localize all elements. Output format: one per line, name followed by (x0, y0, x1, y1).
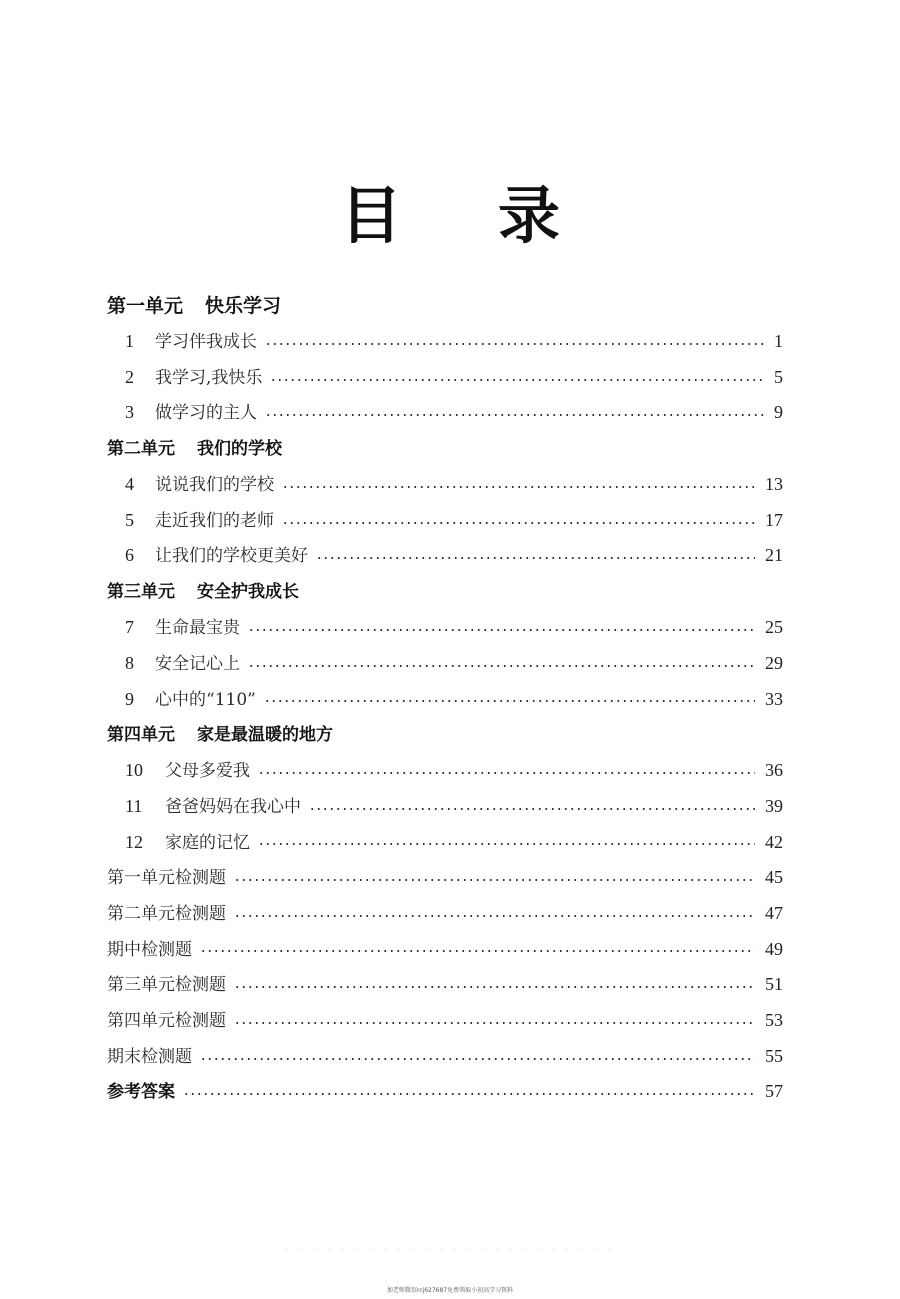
dot-leader (265, 343, 764, 345)
toc-entry[interactable] (107, 360, 783, 396)
page-number: 25 (765, 617, 783, 638)
page-title-char-1: 目 (339, 179, 402, 252)
toc-entry-answers[interactable] (107, 1074, 783, 1110)
faint-scan-artifact (280, 1249, 620, 1250)
page-title-char-2: 录 (498, 179, 561, 252)
table-of-contents (107, 288, 783, 1110)
toc-entry[interactable] (107, 789, 783, 825)
lesson-number: 9 (125, 688, 134, 709)
unit-header-4[interactable] (107, 717, 783, 753)
dot-leader (309, 808, 755, 810)
toc-entry-test[interactable] (107, 967, 783, 1003)
test-title: 第四单元检测题 (107, 1011, 226, 1031)
toc-entry[interactable] (107, 682, 783, 718)
answers-title: 参考答案 (107, 1082, 175, 1103)
lesson-number: 4 (125, 474, 134, 495)
dot-leader (248, 629, 755, 631)
toc-entry[interactable] (107, 753, 783, 789)
lesson-title: 家庭的记忆 (165, 832, 250, 853)
test-title: 期末检测题 (107, 1046, 192, 1067)
lesson-number: 10 (125, 760, 143, 781)
unit-label: 第三单元 (107, 582, 175, 603)
unit-name: 快乐学习 (205, 295, 282, 317)
toc-entry[interactable] (107, 538, 783, 574)
footer-note: 加老师微信rcj627687免费领取小初高学习资料 (386, 1287, 514, 1294)
lesson-number: 1 (125, 331, 134, 351)
dot-leader (258, 843, 755, 845)
test-title: 第三单元检测题 (107, 975, 226, 996)
page-number: 47 (765, 902, 783, 923)
toc-entry[interactable] (107, 610, 783, 646)
page-number: 9 (774, 402, 783, 423)
page-number: 1 (774, 331, 783, 351)
page-title (0, 178, 900, 254)
dot-leader (265, 414, 764, 416)
unit-header-2[interactable] (107, 431, 783, 467)
page-number: 29 (765, 652, 783, 673)
lesson-title: 心中的“110” (155, 689, 256, 710)
toc-entry[interactable] (107, 324, 783, 360)
unit-label: 第四单元 (107, 725, 175, 746)
dot-leader (316, 557, 755, 559)
dot-leader (264, 700, 755, 702)
toc-entry[interactable] (107, 503, 783, 539)
unit-name: 我们的学校 (197, 439, 282, 460)
toc-entry-test[interactable] (107, 860, 783, 896)
toc-entry-test[interactable] (107, 1003, 783, 1039)
lesson-title: 让我们的学校更美好 (155, 546, 308, 567)
dot-leader (200, 950, 755, 952)
dot-leader (183, 1093, 755, 1095)
lesson-number: 6 (125, 545, 134, 566)
page-number: 42 (765, 831, 783, 852)
page-number: 36 (765, 760, 783, 781)
page-number: 13 (765, 474, 783, 495)
dot-leader (258, 772, 755, 774)
page-number: 21 (765, 545, 783, 566)
test-title: 第二单元检测题 (107, 903, 226, 924)
dot-leader (248, 665, 755, 667)
dot-leader (270, 379, 764, 381)
page-number: 45 (765, 867, 783, 888)
dot-leader (282, 486, 755, 488)
dot-leader (234, 879, 755, 881)
lesson-title: 我学习,我快乐 (155, 367, 263, 388)
page-number: 33 (765, 688, 783, 709)
unit-label: 第二单元 (107, 439, 175, 460)
lesson-number: 5 (125, 509, 134, 530)
test-title: 第一单元检测题 (107, 868, 226, 889)
lesson-number: 11 (125, 795, 143, 816)
lesson-title: 学习伴我成长 (155, 332, 257, 352)
unit-name: 家是最温暖的地方 (197, 725, 333, 746)
lesson-number: 7 (125, 617, 134, 638)
page-number: 51 (765, 974, 783, 995)
toc-entry[interactable] (107, 467, 783, 503)
page-number: 39 (765, 795, 783, 816)
dot-leader (200, 1058, 755, 1060)
lesson-number: 2 (125, 366, 134, 387)
toc-entry-test[interactable] (107, 1039, 783, 1075)
dot-leader (282, 522, 755, 524)
dot-leader (234, 1022, 755, 1024)
lesson-number: 8 (125, 652, 134, 673)
lesson-number: 12 (125, 831, 143, 852)
page-number: 5 (774, 366, 783, 387)
page-number: 49 (765, 938, 783, 959)
lesson-title: 做学习的主人 (155, 403, 257, 424)
toc-entry[interactable] (107, 825, 783, 861)
lesson-title: 说说我们的学校 (155, 475, 274, 496)
lesson-title: 安全记心上 (155, 653, 240, 674)
lesson-title: 走近我们的老师 (155, 510, 274, 531)
unit-header-1[interactable] (107, 288, 783, 324)
toc-entry-test[interactable] (107, 932, 783, 968)
unit-name: 安全护我成长 (197, 582, 299, 603)
dot-leader (234, 915, 755, 917)
page-number: 57 (765, 1081, 783, 1102)
page-number: 17 (765, 509, 783, 530)
lesson-number: 3 (125, 402, 134, 423)
dot-leader (234, 986, 755, 988)
unit-label: 第一单元 (107, 295, 184, 317)
toc-entry[interactable] (107, 646, 783, 682)
toc-entry[interactable] (107, 395, 783, 431)
test-title: 期中检测题 (107, 939, 192, 960)
lesson-title: 生命最宝贵 (155, 618, 240, 639)
page-number: 53 (765, 1010, 783, 1030)
lesson-title: 爸爸妈妈在我心中 (165, 796, 301, 817)
page-number: 55 (765, 1045, 783, 1066)
lesson-title: 父母多爱我 (165, 761, 250, 782)
toc-entry-test[interactable] (107, 896, 783, 932)
unit-header-3[interactable] (107, 574, 783, 610)
